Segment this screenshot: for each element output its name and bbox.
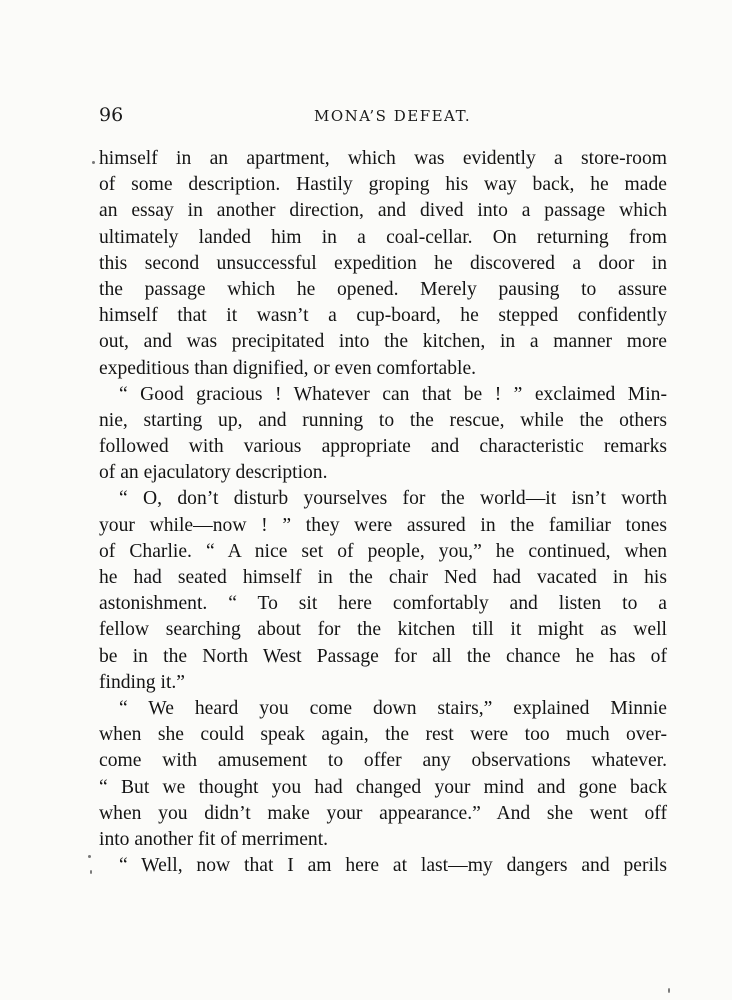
text-line: an essay in another direction, and dived into a passage which: [99, 200, 667, 222]
page-header: [99, 103, 667, 127]
speck: [668, 988, 670, 993]
text-line: finding it.”: [99, 671, 185, 693]
text-line: come with amusement to offer any observations whatever.: [99, 750, 667, 772]
running-head: MONA’S DEFEAT.: [314, 107, 472, 125]
speck: [92, 161, 95, 164]
text-line: your while—now ! ” they were assured in the familiar tones: [99, 514, 667, 536]
text-line: nie, starting up, and running to the rescue, while the others: [99, 409, 667, 431]
text-line: fellow searching about for the kitchen till it might as well: [99, 619, 667, 641]
text-line: himself that it wasn’t a cup-board, he stepped confidently: [99, 305, 667, 327]
text-line: he had seated himself in the chair Ned had vacated in his: [99, 567, 667, 588]
text-line: of Charlie. “ A nice set of people, you,” he continued, when: [99, 540, 667, 562]
text-line: ultimately landed him in a coal-cellar. On returning from: [99, 226, 667, 248]
speck: [88, 855, 91, 858]
text-line: of an ejaculatory description.: [99, 462, 328, 484]
text-line: expeditious than dignified, or even comfortable.: [99, 357, 477, 379]
body-text: [99, 146, 667, 879]
text-line: into another fit of merriment.: [99, 828, 329, 850]
text-line: when you didn’t make your appearance.” And she went off: [99, 802, 667, 824]
speck: [90, 870, 92, 874]
text-line: “ But we thought you had changed your mind and gone back: [99, 776, 667, 798]
text-line: of some description. Hastily groping his way back, he made: [99, 174, 667, 196]
text-line: “ O, don’t disturb yourselves for the world—it isn’t worth: [119, 488, 667, 510]
text-line: the passage which he opened. Merely pausing to assure: [99, 278, 667, 300]
text-line: “ Good gracious ! Whatever can that be ! ” exclaimed Min-: [119, 383, 667, 405]
text-line: when she could speak again, the rest were too much over-: [99, 724, 667, 746]
text-line: “ We heard you come down stairs,” explained Minnie: [119, 697, 667, 719]
text-line: “ Well, now that I am here at last—my dangers and perils: [119, 855, 667, 877]
text-line: astonishment. “ To sit here comfortably and listen to a: [99, 593, 667, 615]
text-line: be in the North West Passage for all the chance he has of: [99, 645, 667, 667]
page-number: 96: [99, 104, 124, 126]
text-line: out, and was precipitated into the kitchen, in a manner more: [99, 331, 667, 353]
text-line: this second unsuccessful expedition he discovered a door in: [99, 252, 667, 274]
text-line: followed with various appropriate and characteristic remarks: [99, 436, 667, 458]
text-line: himself in an apartment, which was evidently a store-room: [99, 148, 667, 169]
